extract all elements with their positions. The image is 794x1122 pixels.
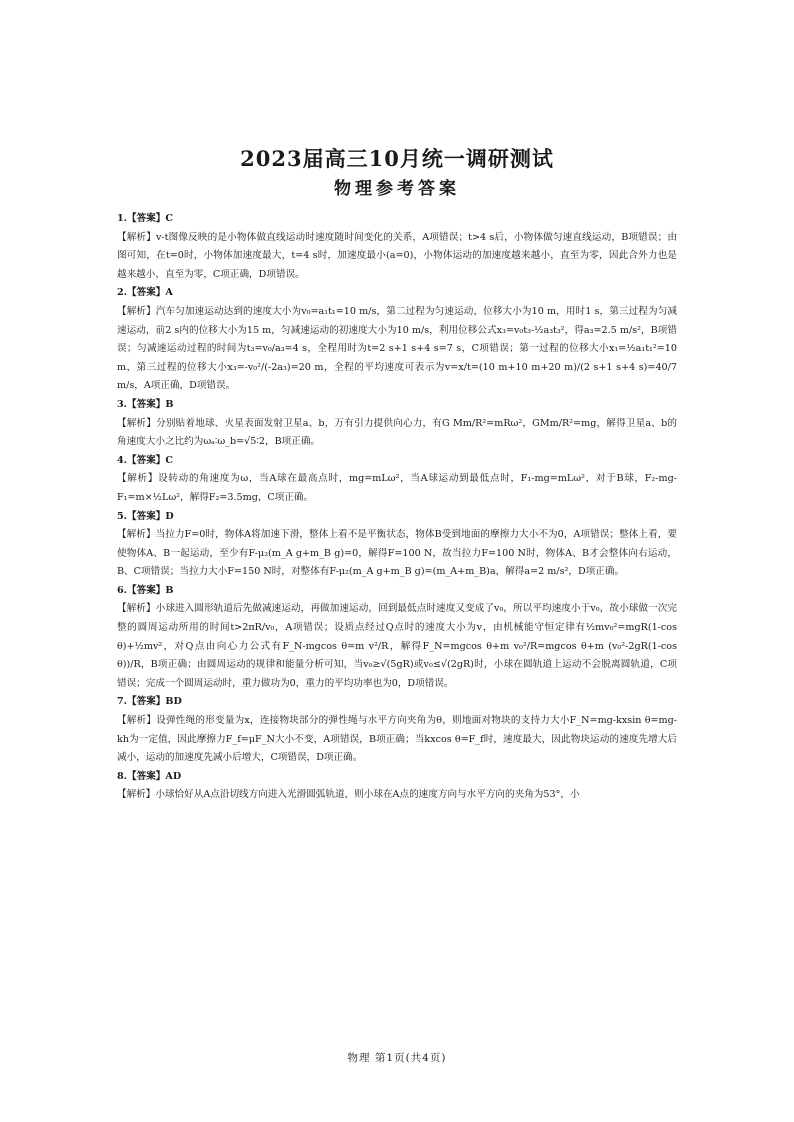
analysis-text: 【解析】v-t图像反映的是小物体做直线运动时速度随时间变化的关系，A项错误；t>4 s后，小物体做匀速直线运动，B项错误；由图可知，在t=0时，小物体加速度最大，t=4 s时，加速度最小(a=0)，小物体运动的加速度越来越小，直至为零，因此合外力也是越来越小，直至为零，C项正确，D项错误。 [117, 231, 677, 280]
analysis-text: 【解析】小球恰好从A点沿切线方向进入光滑圆弧轨道，则小球在A点的速度方向与水平方向的夹角为53°，小 [117, 789, 580, 801]
question-2 [117, 284, 677, 396]
answer-label: 3.【答案】B [117, 398, 174, 410]
answer-label: 1.【答案】C [117, 213, 174, 224]
question-4 [117, 452, 677, 508]
answer-label: 6.【答案】B [117, 584, 174, 596]
answer-label: 2.【答案】A [117, 287, 173, 299]
analysis-text: 【解析】分别贴着地球、火星表面发射卫星a、b，万有引力提供向心力，有G Mm/R²=mRω²，GMm/R²=mg，解得卫星a、b的角速度大小之比约为ωₐ∶ω_b=√5∶2，B项正确。 [117, 417, 677, 448]
analysis-text: 【解析】汽车匀加速运动达到的速度大小为v₀=a₁t₁=10 m/s，第二过程为匀速运动，位移大小为10 m，用时1 s，第三过程为匀减速运动，前2 s内的位移大小为15 m，匀减速运动的初速度大小为10 m/s，利用位移公式x₃=v₀t₃-½a₃t₃²，得a₃=2.5 m/s²，B项错误；匀减速运动过程的时间为t₃=v₀/a₃=4 s，全程用时为t=2 s+1 s+4 s=7 s，C项错误；第一过程的位移大小x₁=½a₁t₁²=10 m，第三过程的位移大小x₃=-v₀²/(-2a₃)=20 m，全程的平均速度可表示为v=x/t=(10 m+10 m+20 m)/(2 s+1 s+4 s)=40/7 m/s，A项正确，D项错误。 [117, 305, 677, 392]
analysis-text: 【解析】设弹性绳的形变量为x，连接物块部分的弹性绳与水平方向夹角为θ，则地面对物块的支持力大小F_N=mg-kxsin θ=mg-kh为一定值，因此摩擦力F_f=μF_N大小不变，A项错误，B项正确；当kxcos θ=F_f时，速度最大，因此物块运动的速度先增大后减小，运动的加速度先减小后增大，C项错误，D项正确。 [117, 715, 677, 764]
page-title: 2023届高三10月统一调研测试 [240, 146, 554, 171]
analysis-text: 【解析】小球进入圆形轨道后先做减速运动，再做加速运动，回到最低点时速度又变成了v₀，所以平均速度小于v₀，故小球做一次完整的圆周运动所用的时间t>2πR/v₀，A项错误；设质点经过Q点时的速度大小为v，由机械能守恒定律有½mv₀²=mgR(1-cos θ)+½mv²，对Q点由向心力公式有F_N-mgcos θ=m v²/R，解得F_N=mgcos θ+m v₀²/R=mgcos θ+m (v₀²-2gR(1-cos θ))/R，B项正确；由圆周运动的规律和能量分析可知，当v₀≥√(5gR)或v₀≤√(2gR)时，小球在圆轨道上运动不会脱离圆轨道，C项错误；完成一个圆周运动时，重力做功为0，重力的平均功率也为0，D项错误。 [117, 603, 677, 689]
answer-label: 5.【答案】D [117, 510, 174, 522]
analysis-text: 【解析】当拉力F=0时，物体A将加速下滑，整体上看不是平衡状态，物体B受到地面的摩擦力大小不为0，A项错误；整体上看，要使物体A、B一起运动，至少有F-μ₂(m_A g+m_B g)=0，解得F=100 N，故当拉力F=100 N时，物体A、B才会整体向右运动，B、C项错误；当拉力大小F=150 N时，对整体有F-μ₂(m_A g+m_B g)=(m_A+m_B)a，解得a=2 m/s²，D项正确。 [117, 529, 677, 578]
question-7 [117, 693, 677, 767]
question-1 [117, 210, 677, 284]
answer-label: 7.【答案】BD [117, 696, 182, 708]
answers-content [117, 210, 677, 805]
answer-label: 8.【答案】AD [117, 770, 182, 782]
analysis-text: 【解析】设转动的角速度为ω，当A球在最高点时，mg=mLω²，当A球运动到最低点时，F₁-mg=mLω²，对于B球，F₂-mg-F₁=m×½Lω²，解得F₂=3.5mg，C项正确。 [117, 473, 677, 503]
question-8 [117, 768, 677, 805]
answer-label: 4.【答案】C [117, 454, 174, 466]
question-3 [117, 396, 677, 452]
question-6 [117, 582, 677, 694]
question-5 [117, 508, 677, 582]
page-subtitle: 物理参考答案 [334, 179, 460, 199]
page-footer: 物理 第1页(共4页) [347, 1052, 447, 1064]
